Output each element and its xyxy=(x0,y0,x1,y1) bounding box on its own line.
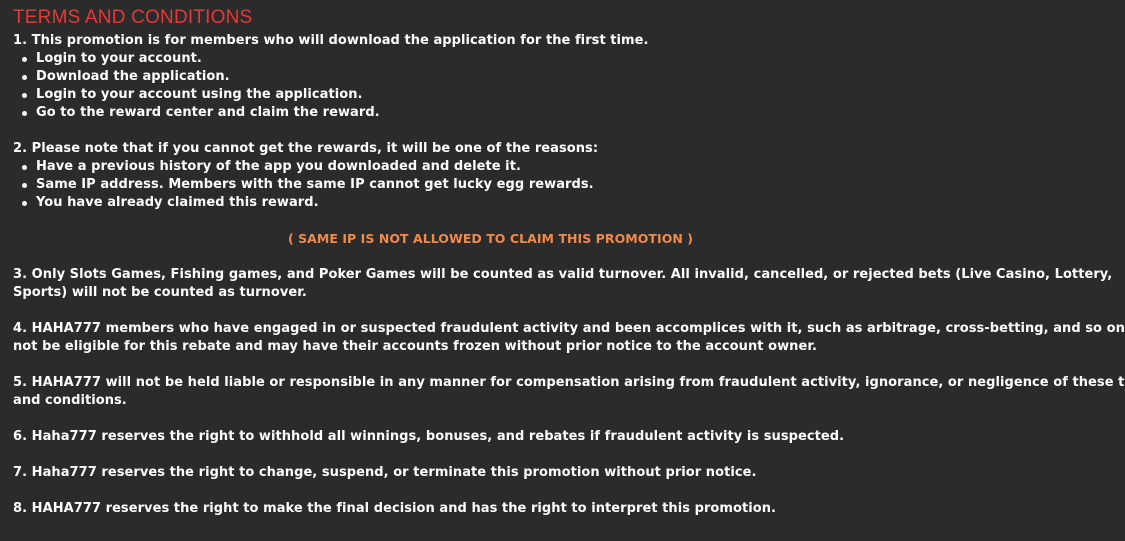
spacer xyxy=(13,410,1013,428)
term-5-line-2: and conditions. xyxy=(13,393,127,408)
bullet-item: Login to your account using the application. xyxy=(13,86,1013,104)
bullet-item: Download the application. xyxy=(13,68,1013,86)
spacer xyxy=(13,122,1013,140)
page-title: TERMS AND CONDITIONS xyxy=(13,7,253,28)
bullet-item: Login to your account. xyxy=(13,50,1013,68)
term-5-line-1: 5. HAHA777 will not be held liable or responsible in any manner for compensation arising from fraudulent activity, ignorance, or negligence of these t xyxy=(13,375,1125,390)
same-ip-notice: ( SAME IP IS NOT ALLOWED TO CLAIM THIS PROMOTION ) xyxy=(287,231,694,246)
bullet-item: Go to the reward center and claim the reward. xyxy=(13,104,1013,122)
term-3-line-2: Sports) will not be counted as turnover. xyxy=(13,285,307,300)
spacer xyxy=(13,212,1013,230)
spacer xyxy=(13,446,1013,464)
section-1-bullet-list xyxy=(13,50,1013,122)
spacer xyxy=(13,248,1013,266)
term-8: 8. HAHA777 reserves the right to make the final decision and has the right to interpret this promotion. xyxy=(13,501,777,516)
section-2-heading: 2. Please note that if you cannot get the rewards, it will be one of the reasons: xyxy=(13,141,599,156)
term-4-line-1: 4. HAHA777 members who have engaged in or suspected fraudulent activity and been accomplices with it, such as arbitrage, cross-betting, and so on xyxy=(13,321,1125,336)
term-6: 6. Haha777 reserves the right to withhold all winnings, bonuses, and rebates if fraudulent activity is suspected. xyxy=(13,429,845,444)
term-7: 7. Haha777 reserves the right to change, suspend, or terminate this promotion without prior notice. xyxy=(13,465,757,480)
bullet-item: You have already claimed this reward. xyxy=(13,194,1013,212)
term-3-line-1: 3. Only Slots Games, Fishing games, and Poker Games will be counted as valid turnover. All invalid, cancelled, or rejected bets (Live Casino, Lottery, xyxy=(13,267,1113,282)
spacer xyxy=(13,302,1013,320)
section-1-heading: 1. This promotion is for members who will download the application for the first time. xyxy=(13,33,649,48)
section-2-bullet-list xyxy=(13,158,1013,212)
term-4-line-2: not be eligible for this rebate and may have their accounts frozen without prior notice to the account owner. xyxy=(13,339,817,354)
bullet-item: Have a previous history of the app you downloaded and delete it. xyxy=(13,158,1013,176)
bullet-item: Same IP address. Members with the same IP cannot get lucky egg rewards. xyxy=(13,176,1013,194)
spacer xyxy=(13,356,1013,374)
terms-document xyxy=(13,6,1125,518)
spacer xyxy=(13,482,1013,500)
